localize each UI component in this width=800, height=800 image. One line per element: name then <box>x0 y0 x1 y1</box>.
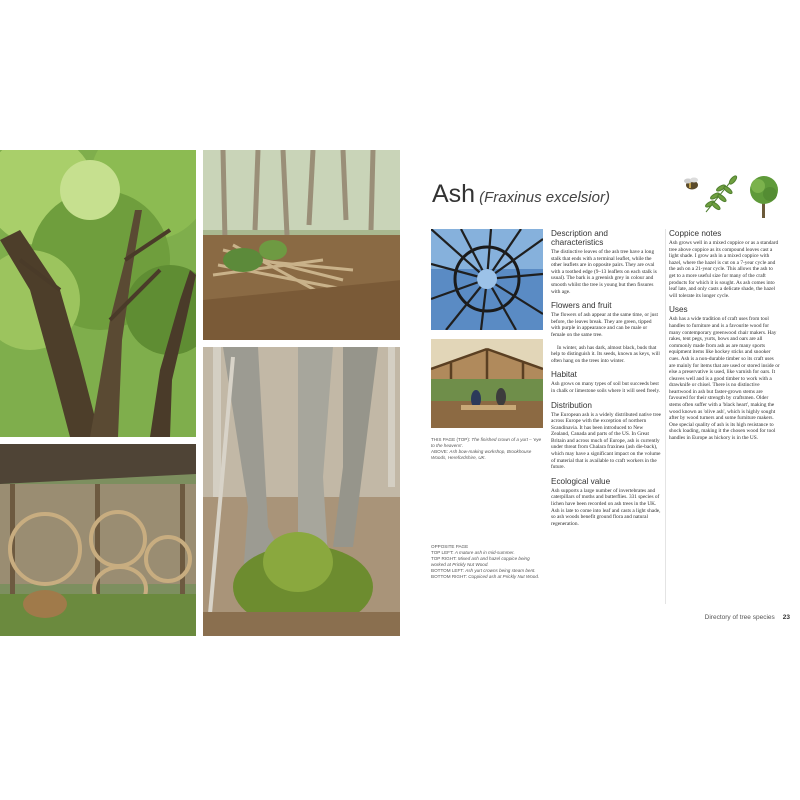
photo-bow-making-workshop-interior <box>431 339 543 428</box>
species-icons <box>680 172 784 222</box>
caption-opposite-page <box>431 544 543 580</box>
section-heading: Habitat <box>551 370 577 380</box>
photo-mature-ash-tree <box>0 150 196 437</box>
body-paragraph: The flowers of ash appear at the same time, or just before, the leaves break. They are green, tipped with purple in appearance and can be male or female on the same tree. <box>551 312 658 338</box>
caption-lead: THIS PAGE (TOP): <box>431 437 471 442</box>
section-heading: Distribution <box>551 400 592 410</box>
section-heading: Description and characteristics <box>551 229 608 247</box>
body-paragraph: The distinctive leaves of the ash tree have a long stalk that ends with a terminal leaflet, while the other leaflets are in opposite pairs. They are oval with a toothed edge (9–13 leaflets on each stalk is usual). The bark is a greenish grey in colour and smooth whilst the tree is young but then fissures with age. <box>551 249 657 295</box>
text-column-3 <box>669 229 780 448</box>
caption-text: The finished crown of a yurt – 'eye to the heavens'. <box>431 437 542 448</box>
caption-lead: ABOVE: <box>431 449 449 454</box>
photo-coppiced-ash-stool <box>203 347 402 636</box>
caption-text: Coppiced ash at Prickly Nut Wood. <box>468 574 540 579</box>
caption-heading: OPPOSITE PAGE <box>431 544 469 549</box>
section-heading: Uses <box>669 305 688 315</box>
page-title <box>432 180 610 209</box>
footer-section: Directory of tree species <box>704 614 775 621</box>
caption-lead: TOP LEFT: <box>431 550 454 555</box>
caption-text: Ash yurt crowns being steam bent. <box>465 568 536 573</box>
body-paragraph: Ash has a wide tradition of craft uses from tool handles to furniture and is a favourite wood for many contemporary greenwood chair makers. Hay rakes, tent pegs, yurts, bows and oars are all commonly made from ash as are many sports equipment items like hockey sticks and snooker cues. Ash is a non-durable timber so its craft uses are mainly for items that are used or stored inside or else a preservative is used, like varnish for oars. It cleaves well and is a good timber to work with a drawknife or chisel. There is no distinctive heartwood in ash but faster-grown stems are favoured for their strength by craftsmen. Older stems often suffer with a 'black heart', making the wood known as 'olive ash', which is highly sought after by wood turners and some furniture makers. One special quality of ash is its high resistance to shock loading, making it the chosen wood for tool handles in Europe as hickory is in the US. <box>669 316 780 442</box>
ash-leaf-icon <box>705 175 738 212</box>
photo-ash-bow-making-workshop <box>0 444 196 636</box>
section-heading: Ecological value <box>551 476 611 486</box>
photo-yurt-crown <box>431 229 543 330</box>
photo-mixed-ash-hazel-coppice <box>203 150 402 340</box>
caption-text: A mature ash in mid-summer. <box>454 550 515 555</box>
ash-tree-icon <box>750 176 778 218</box>
caption-text: Mixed ash and hazel coppice being worked at Prickly Nut Wood. <box>431 556 530 567</box>
caption-lead: BOTTOM LEFT: <box>431 568 464 573</box>
body-paragraph: Ash supports a large number of invertebrates and caterpillars of moths and butterflies. 331 species of lichen have been recorded on ash trees in the UK. Ash is late to come into leaf and casts a light shade, so ash woods benefit ground flora and natural regeneration. <box>551 487 661 527</box>
caption-this-page <box>431 437 543 461</box>
body-paragraph: Ash grows on many types of soil but succeeds best in chalk or limestone soils where it will seed freely. <box>551 381 661 394</box>
body-paragraph: Ash grows well in a mixed coppice or as a standard tree above coppice as its compound leaves cast a light shade. I grow ash in a mixed coppice with hazel, where the hazel is cut on a 7-year cycle and the ash on a 21-year cycle. This allows the ash to get to a more useful size for many of the craft products for which it is sought. As ash comes into leaf late, and only casts a delicate shade, the hazel will tolerate its longer cycle. <box>669 240 779 299</box>
section-heading: Flowers and fruit <box>551 301 612 311</box>
caption-text: Ash bow-making workshop, Brookhouse Woods, Herefordshire, UK. <box>431 449 532 460</box>
section-heading: Coppice notes <box>669 229 722 238</box>
caption-lead: BOTTOM RIGHT: <box>431 574 467 579</box>
body-paragraph: In winter, ash has dark, almost black, buds that help to distinguish it. Its seeds, known as keys, will often hang on the trees into winter. <box>551 344 660 364</box>
body-paragraph: The European ash is a widely distributed native tree across Europe with the exception of northern Scandinavia. It has been introduced to New Zealand, Canada and parts of the US. In Great Britain and across much of Europe, ash is currently under threat from Chalara fraxinea (ash die-back), which may have a significant impact on the volume of material that is available to craft workers in the future. <box>551 411 662 471</box>
text-column-2 <box>551 229 662 533</box>
page-number: 23 <box>782 614 790 621</box>
caption-lead: TOP RIGHT: <box>431 556 457 561</box>
title-common-name: Ash <box>432 180 476 208</box>
bee-icon <box>684 178 698 190</box>
column-divider <box>665 229 666 604</box>
page-footer <box>705 614 790 621</box>
title-latin-name: (Fraxinus excelsior) <box>479 189 610 206</box>
